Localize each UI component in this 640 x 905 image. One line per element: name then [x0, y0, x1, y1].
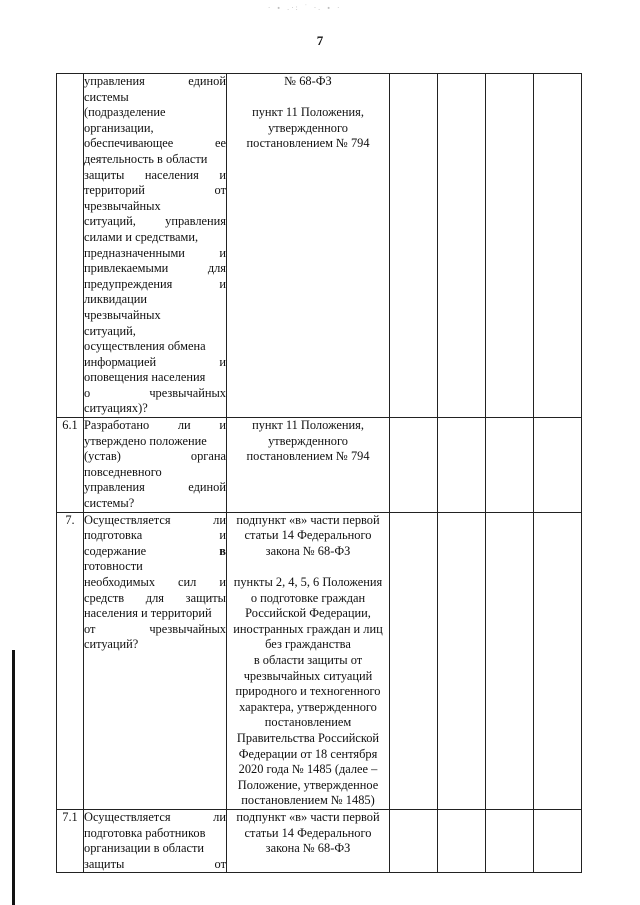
question-line: организации, — [84, 120, 154, 135]
question-line: средств для защиты — [84, 590, 226, 605]
legal-basis-line: иностранных граждан и лиц — [233, 621, 383, 636]
legal-basis-line: постановлением — [264, 715, 352, 730]
question-line: предназначенными и — [84, 245, 226, 260]
question-line: Осуществляется ли — [84, 809, 226, 824]
legal-basis-line: постановлением № 1485) — [241, 793, 375, 808]
legal-basis-line: пункты 2, 4, 5, 6 Положения — [233, 575, 383, 589]
question-line: подготовка и — [84, 528, 226, 543]
answer-cell — [438, 418, 486, 513]
question-line: Осуществляется ли — [84, 512, 226, 527]
legal-basis-line: 2020 года № 1485 (далее – — [238, 762, 378, 777]
question-line: организации в области — [84, 841, 204, 856]
legal-basis-line: Положение, утвержденное — [237, 777, 379, 792]
question-line: содержание в — [84, 543, 226, 558]
question-line: чрезвычайных — [84, 198, 161, 213]
legal-basis-line: Российской Федерации, — [245, 606, 371, 621]
question-line: ситуациях)? — [84, 401, 148, 416]
question-line: утверждено положение — [84, 433, 207, 448]
answer-cell — [534, 512, 582, 809]
question-line: системы — [84, 89, 129, 104]
legal-basis-line: закона № 68-ФЗ — [265, 543, 351, 558]
legal-basis-line: без гражданства — [265, 637, 351, 652]
legal-basis-cell — [227, 418, 390, 513]
answer-cell — [486, 512, 534, 809]
question-line: предупреждения и — [84, 276, 226, 291]
legal-basis-line: постановлением № 794 — [246, 449, 370, 464]
question-line: (устав) органа — [84, 449, 226, 464]
question-line: Разработано ли и — [84, 418, 226, 433]
answer-cell — [486, 809, 534, 872]
question-line: системы? — [84, 496, 135, 511]
question-line: подготовка работников — [84, 825, 206, 840]
table-row — [57, 418, 582, 513]
answer-cell — [438, 74, 486, 418]
legal-basis-line: постановлением № 794 — [246, 136, 370, 151]
question-cell — [84, 809, 227, 872]
question-line: повседневного — [84, 464, 162, 479]
question-line: оповещения населения — [84, 370, 206, 385]
legal-basis-line: в области защиты от — [253, 652, 363, 667]
legal-basis-line: характера, утвержденного — [239, 699, 377, 714]
question-cell — [84, 74, 227, 418]
question-line: о чрезвычайных — [84, 385, 226, 400]
answer-cell — [486, 418, 534, 513]
question-line: привлекаемыми для — [84, 261, 226, 276]
answer-cell — [534, 74, 582, 418]
question-line: деятельность в области — [84, 151, 208, 166]
inspection-checklist-table — [56, 73, 582, 873]
question-cell — [84, 418, 227, 513]
answer-cell — [438, 512, 486, 809]
legal-basis-line — [227, 559, 389, 575]
legal-basis-cell — [227, 809, 390, 872]
legal-basis-line: утвержденного — [268, 120, 348, 135]
legal-basis-line: Правительства Российской — [236, 730, 380, 745]
row-number: 7.1 — [57, 809, 84, 872]
table-row — [57, 809, 582, 872]
question-line: управления единой — [84, 480, 226, 495]
legal-basis-line: подпункт «в» части первой — [236, 809, 380, 824]
question-line: защиты от — [84, 856, 226, 871]
page-number: 7 — [316, 33, 324, 48]
table-row — [57, 512, 582, 809]
answer-cell — [534, 809, 582, 872]
question-line: ликвидации — [84, 292, 148, 307]
question-line: обеспечивающее ее — [84, 136, 226, 151]
answer-cell — [390, 74, 438, 418]
legal-basis-line: утвержденного — [268, 433, 348, 448]
binding-margin-mark — [12, 650, 15, 905]
table-row — [57, 74, 582, 418]
legal-basis-line: чрезвычайных ситуаций — [243, 668, 373, 683]
answer-cell — [390, 809, 438, 872]
question-line: ситуаций, — [84, 323, 136, 338]
question-line: населения и территорий — [84, 606, 212, 621]
legal-basis-line: статьи 14 Федерального — [244, 528, 372, 543]
legal-basis-line: № 68-ФЗ — [284, 74, 332, 88]
question-line: осуществления обмена — [84, 339, 206, 354]
answer-cell — [486, 74, 534, 418]
question-line: управления единой — [84, 74, 226, 88]
row-number: 7. — [57, 512, 84, 809]
legal-basis-line: подпункт «в» части первой — [236, 512, 380, 527]
question-line: готовности — [84, 559, 143, 574]
scan-artifact: · ∙ .·: ˙ ·. ∙ · — [268, 4, 342, 12]
question-line: (подразделение — [84, 105, 166, 120]
legal-basis-line: пункт 11 Положения, — [252, 418, 364, 433]
question-line: от чрезвычайных — [84, 621, 226, 636]
legal-basis-line: природного и техногенного — [235, 684, 381, 699]
question-cell — [84, 512, 227, 809]
question-line: ситуаций? — [84, 637, 139, 652]
legal-basis-line — [227, 90, 389, 106]
answer-cell — [390, 418, 438, 513]
row-number — [57, 74, 84, 418]
answer-cell — [438, 809, 486, 872]
answer-cell — [534, 418, 582, 513]
question-line: территорий от — [84, 183, 226, 198]
legal-basis-cell — [227, 512, 390, 809]
legal-basis-line: пункт 11 Положения, — [252, 105, 364, 120]
question-line: информацией и — [84, 354, 226, 369]
legal-basis-line: закона № 68-ФЗ — [265, 841, 351, 856]
question-line: защиты населения и — [84, 167, 226, 182]
legal-basis-line: Федерации от 18 сентября — [238, 746, 378, 761]
legal-basis-line: статьи 14 Федерального — [244, 825, 372, 840]
question-line: необходимых сил и — [84, 575, 226, 589]
legal-basis-cell — [227, 74, 390, 418]
row-number: 6.1 — [57, 418, 84, 513]
question-line: ситуаций, управления — [84, 214, 226, 229]
question-line: силами и средствами, — [84, 229, 199, 244]
question-line: чрезвычайных — [84, 307, 161, 322]
answer-cell — [390, 512, 438, 809]
legal-basis-line: о подготовке граждан — [250, 590, 366, 605]
